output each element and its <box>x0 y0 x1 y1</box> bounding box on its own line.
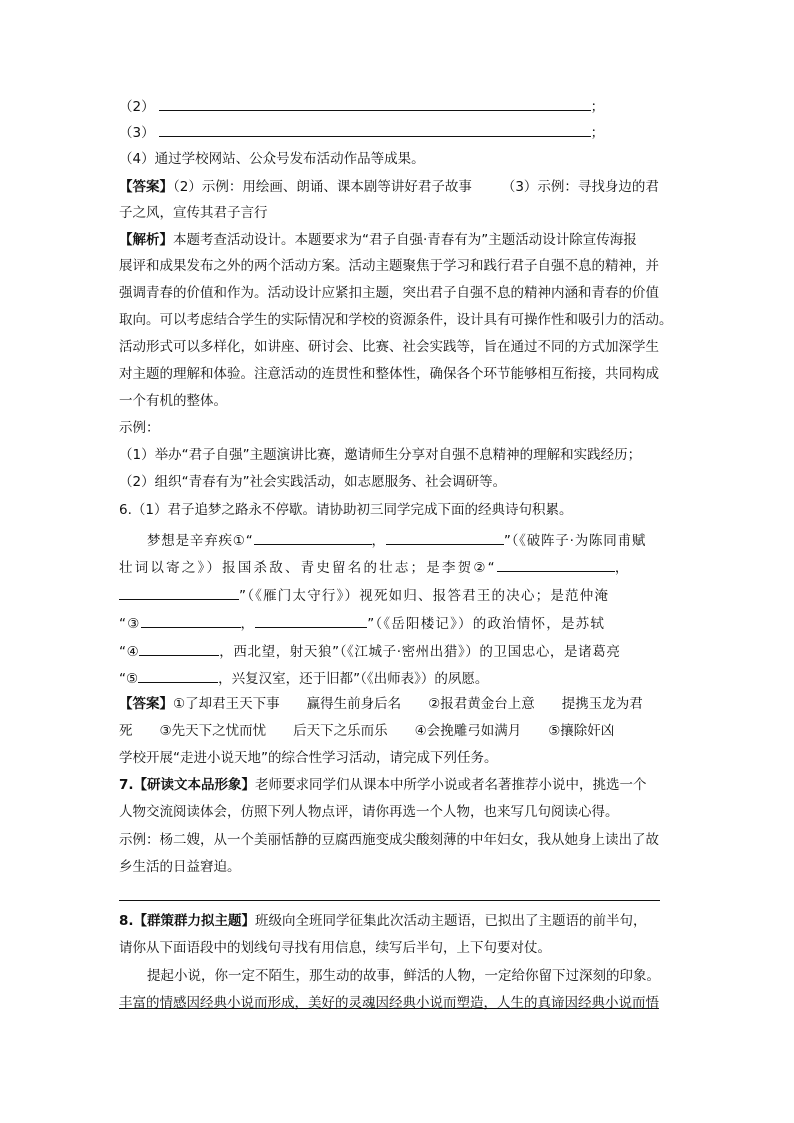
analysis-text-4: 取向。可以考虑结合学生的实际情况和学校的资源条件，设计具有可操作性和吸引力的活动。 <box>119 312 673 328</box>
question-8-tag: 8.【群策群力拟主题】 <box>119 913 256 929</box>
poem-text: ”（《岳阳楼记》）的政治情怀，是苏轼 <box>367 616 606 632</box>
poem-text: 壮词以寄之》）报国杀敌、青史留名的壮志；是李贺②“ <box>119 560 497 576</box>
analysis-text-6: 对主题的理解和体验。注意活动的连贯性和整体性，确保各个环节能够相互衔接，共同构成 <box>119 366 659 382</box>
question-8-text-a: 班级向全班同学征集此次活动主题语，已拟出了主题语的前半句， <box>255 913 647 929</box>
poem-row-6 <box>119 667 679 689</box>
answer-tag: 【答案】 <box>119 179 173 195</box>
question-8-passage-underlined: 丰富的情感因经典小说而形成，美好的灵魂因经典小说而塑造，人生的真谛因经典小说而悟 <box>119 995 659 1011</box>
analysis-text-2: 展评和成果发布之外的两个活动方案。活动主题聚焦于学习和践行君子自强不息的精神，并 <box>119 258 659 274</box>
answer-2-row <box>119 694 679 714</box>
answer-2-part-a: ①了却君王天下事 赢得生前身后名 ②报君黄金台上意 提携玉龙为君 <box>173 696 643 712</box>
poem-row-2 <box>119 556 679 578</box>
question-7-example-cont: 乡生活的日益窘迫。 <box>119 859 241 875</box>
poem-text: “③ <box>119 616 141 632</box>
question-8-text-b: 请你从下面语段中的划线句寻找有用信息，续写后半句，上下句要对仗。 <box>119 940 551 956</box>
blank-4[interactable] <box>139 640 219 656</box>
poem-text: 梦想是辛弃疾①“ <box>147 533 254 549</box>
analysis-text-7: 一个有机的整体。 <box>119 393 227 409</box>
answer-2-cont: 死 ③先天下之忧而忧 后天下之乐而乐 ④会挽雕弓如满月 ⑤攘除奸凶 <box>119 723 615 739</box>
item-3-row <box>119 122 679 143</box>
poem-row-3 <box>119 584 679 606</box>
poem-text: “⑤ <box>119 671 139 687</box>
blank-3b[interactable] <box>255 612 367 628</box>
task-intro: 学校开展“走进小说天地”的综合性学习活动，请完成下列任务。 <box>119 750 498 766</box>
analysis-text-1: 本题考查活动设计。本题要求为“君子自强·青春有为”主题活动设计除宣传海报 <box>173 232 637 248</box>
question-6-title: 6.（1）君子追梦之路永不停歇。请协助初三同学完成下面的经典诗句积累。 <box>119 502 573 518</box>
poem-text: ，兴复汉室，还于旧都”（《出师表》）的夙愿。 <box>218 671 489 687</box>
poem-text: ， <box>371 533 386 549</box>
poem-text: ”（《雁门太守行》）视死如归、报答君王的决心；是范仲淹 <box>239 588 610 604</box>
question-7-text-a: 老师要求同学们从课本中所学小说或者名著推荐小说中，挑选一个 <box>255 777 647 793</box>
analysis-tag: 【解析】 <box>119 232 173 248</box>
blank-1a[interactable] <box>254 529 372 545</box>
example-label: 示例： <box>119 420 160 436</box>
analysis-row-1 <box>119 230 679 250</box>
item-2-row <box>119 96 679 117</box>
answer-1-cont: 子之风，宣传其君子言行 <box>119 205 268 221</box>
blank-2b[interactable] <box>119 584 239 600</box>
item-2-answer-blank[interactable] <box>159 96 591 111</box>
item-2-label: （2） <box>119 99 155 115</box>
blank-2a[interactable] <box>497 556 615 572</box>
poem-text: ，西北望，射天狼”（《江城子·密州出猎》）的卫国忠心，是诸葛亮 <box>219 644 621 660</box>
answer-tag: 【答案】 <box>119 696 173 712</box>
question-8-passage-1: 提起小说，你一定不陌生，那生动的故事，鲜活的人物，一定给你留下过深刻的印象。 <box>147 968 660 984</box>
poem-row-4 <box>119 612 679 634</box>
poem-row-1 <box>119 529 679 551</box>
answer-1-row <box>119 177 679 197</box>
question-7-text-b: 人物交流阅读体会，仿照下列人物点评，请你再选一个人物，也来写几句阅读心得。 <box>119 804 619 820</box>
blank-5[interactable] <box>138 667 218 683</box>
analysis-text-5: 活动形式可以多样化，如讲座、研讨会、比赛、社会实践等，旨在通过不同的方式加深学生 <box>119 339 659 355</box>
example-1: （1）举办“君子自强”主题演讲比赛，邀请师生分享对自强不息精神的理解和实践经历； <box>119 447 642 463</box>
item-4-text: （4）通过学校网站、公众号发布活动作品等成果。 <box>119 151 425 167</box>
question-8-row <box>119 911 679 931</box>
blank-3a[interactable] <box>141 612 241 628</box>
item-3-label: （3） <box>119 125 155 141</box>
item-2-end: ； <box>590 99 605 115</box>
answer-1-part-a: （2）示例：用绘画、朗诵、课本剧等讲好君子故事 <box>173 179 472 195</box>
question-7-row <box>119 775 679 795</box>
answer-line-7[interactable] <box>119 900 660 901</box>
analysis-text-3: 强调青春的价值和作为。活动设计应紧扣主题，突出君子自强不息的精神内涵和青春的价值 <box>119 285 659 301</box>
blank-1b[interactable] <box>386 529 504 545</box>
answer-1-part-b: （3）示例：寻找身边的君 <box>501 179 659 195</box>
poem-text: ”（《破阵子·为陈同甫赋 <box>503 533 647 549</box>
item-3-answer-blank[interactable] <box>159 122 591 137</box>
question-7-example: 示例：杨二嫂，从一个美丽恬静的豆腐西施变成尖酸刻薄的中年妇女，我从她身上读出了故 <box>119 832 659 848</box>
question-7-tag: 7.【研读文本品形象】 <box>119 777 256 793</box>
example-2: （2）组织“青春有为”社会实践活动，如志愿服务、社会调研等。 <box>119 474 507 490</box>
poem-row-5 <box>119 640 679 662</box>
poem-text: “④ <box>119 644 140 660</box>
poem-text: ， <box>614 560 631 576</box>
poem-text: ， <box>240 616 256 632</box>
item-3-end: ； <box>590 125 605 141</box>
